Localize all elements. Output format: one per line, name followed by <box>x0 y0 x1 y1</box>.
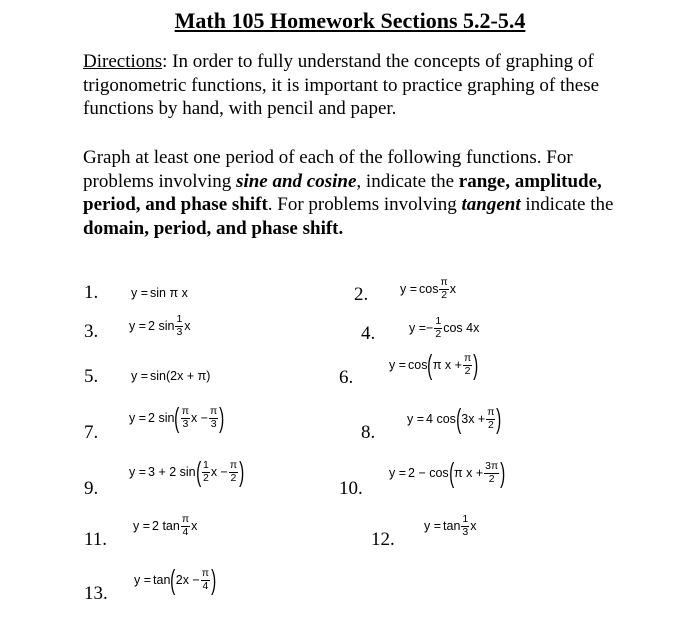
instr-text-3: , indicate the <box>356 170 459 192</box>
problem-number: 4. <box>361 323 376 344</box>
instr-text-1: Graph at least one period of each of the following functions. For problems involving <box>83 147 573 192</box>
equation-8: y = 4 cos ( 3x + $\frac{\pi}{2}$ ) <box>407 403 502 434</box>
equation-2: y = cos $\frac{\pi}{2}$ x <box>400 276 456 301</box>
problem-number: 11. <box>84 529 108 550</box>
fraction: $\frac{\pi}{3}$ <box>210 405 218 430</box>
equation-4: y = − $\frac{1}{2}$ cos 4x <box>409 315 480 340</box>
equation-9: y = 3 + 2 sin ( $\frac{1}{2}$ x − $\frac{\pi}{2}$ ) <box>129 456 245 487</box>
instructions-paragraph <box>83 146 643 240</box>
equation-10: y = 2 − cos ( π x + $\frac{3\pi}{2}$ ) <box>389 457 506 488</box>
instr-domain-list: domain, period, and phase shift. <box>83 217 344 239</box>
fraction: $\frac{\pi}{4}$ <box>201 567 209 592</box>
directions-label: Directions <box>83 51 163 72</box>
problem-number: 6. <box>339 367 354 388</box>
problem-number: 13. <box>84 583 108 604</box>
fraction: $\frac{1}{3}$ <box>176 313 183 338</box>
problem-number: 3. <box>84 321 99 342</box>
equation-7: y = 2 sin ( $\frac{\pi}{3}$ x − $\frac{\pi}{3}$ ) <box>129 402 225 433</box>
fraction: $\frac{3\pi}{2}$ <box>485 460 499 485</box>
fraction: $\frac{1}{3}$ <box>462 513 469 538</box>
directions-text: : In order to fully understand the concepts of graphing of trigonometric functions, it is important to practice graphing of these functions by hand, with pencil and paper. <box>83 51 600 119</box>
instr-text-7: indicate the <box>520 194 614 215</box>
fraction: $\frac{1}{2}$ <box>435 315 442 340</box>
equation-13: y = tan ( 2x − $\frac{\pi}{4}$ ) <box>134 564 217 595</box>
fraction: $\frac{\pi}{2}$ <box>463 352 472 377</box>
equation-6: y = cos ( π x + $\frac{\pi}{2}$ ) <box>389 349 479 380</box>
problem-number: 8. <box>361 422 376 443</box>
problem-number: 1. <box>84 282 99 303</box>
fraction: $\frac{\pi}{4}$ <box>181 513 190 538</box>
equation-1: y = sin π x <box>131 285 188 300</box>
equation-3: y = 2 sin $\frac{1}{3}$ x <box>129 313 191 338</box>
problem-number: 5. <box>84 366 99 387</box>
problem-number: 12. <box>371 529 395 550</box>
fraction: $\frac{\pi}{2}$ <box>487 406 495 431</box>
problem-number: 9. <box>84 478 99 499</box>
equation-12: y = tan $\frac{1}{3}$ x <box>424 513 477 538</box>
problem-number: 2. <box>354 284 369 305</box>
page-title: Math 105 Homework Sections 5.2-5.4 <box>174 8 526 33</box>
problem-number: 10. <box>339 478 363 499</box>
equation-5: y = sin(2x + π) <box>131 368 211 383</box>
equation-11: y = 2 tan $\frac{\pi}{4}$ x <box>133 513 198 538</box>
instr-tangent: tangent <box>461 194 521 215</box>
instr-sine-cosine: sine and cosine <box>236 170 357 192</box>
fraction: $\frac{\pi}{2}$ <box>229 459 238 484</box>
instr-text-5: . For problems involving <box>267 194 462 215</box>
problem-number: 7. <box>84 422 99 443</box>
instr-range-list: range, amplitude, period, and phase shift <box>83 170 602 215</box>
fraction: $\frac{\pi}{3}$ <box>181 405 190 430</box>
fraction: $\frac{\pi}{2}$ <box>440 276 448 301</box>
directions-paragraph <box>83 50 643 121</box>
fraction: $\frac{1}{2}$ <box>202 459 209 484</box>
